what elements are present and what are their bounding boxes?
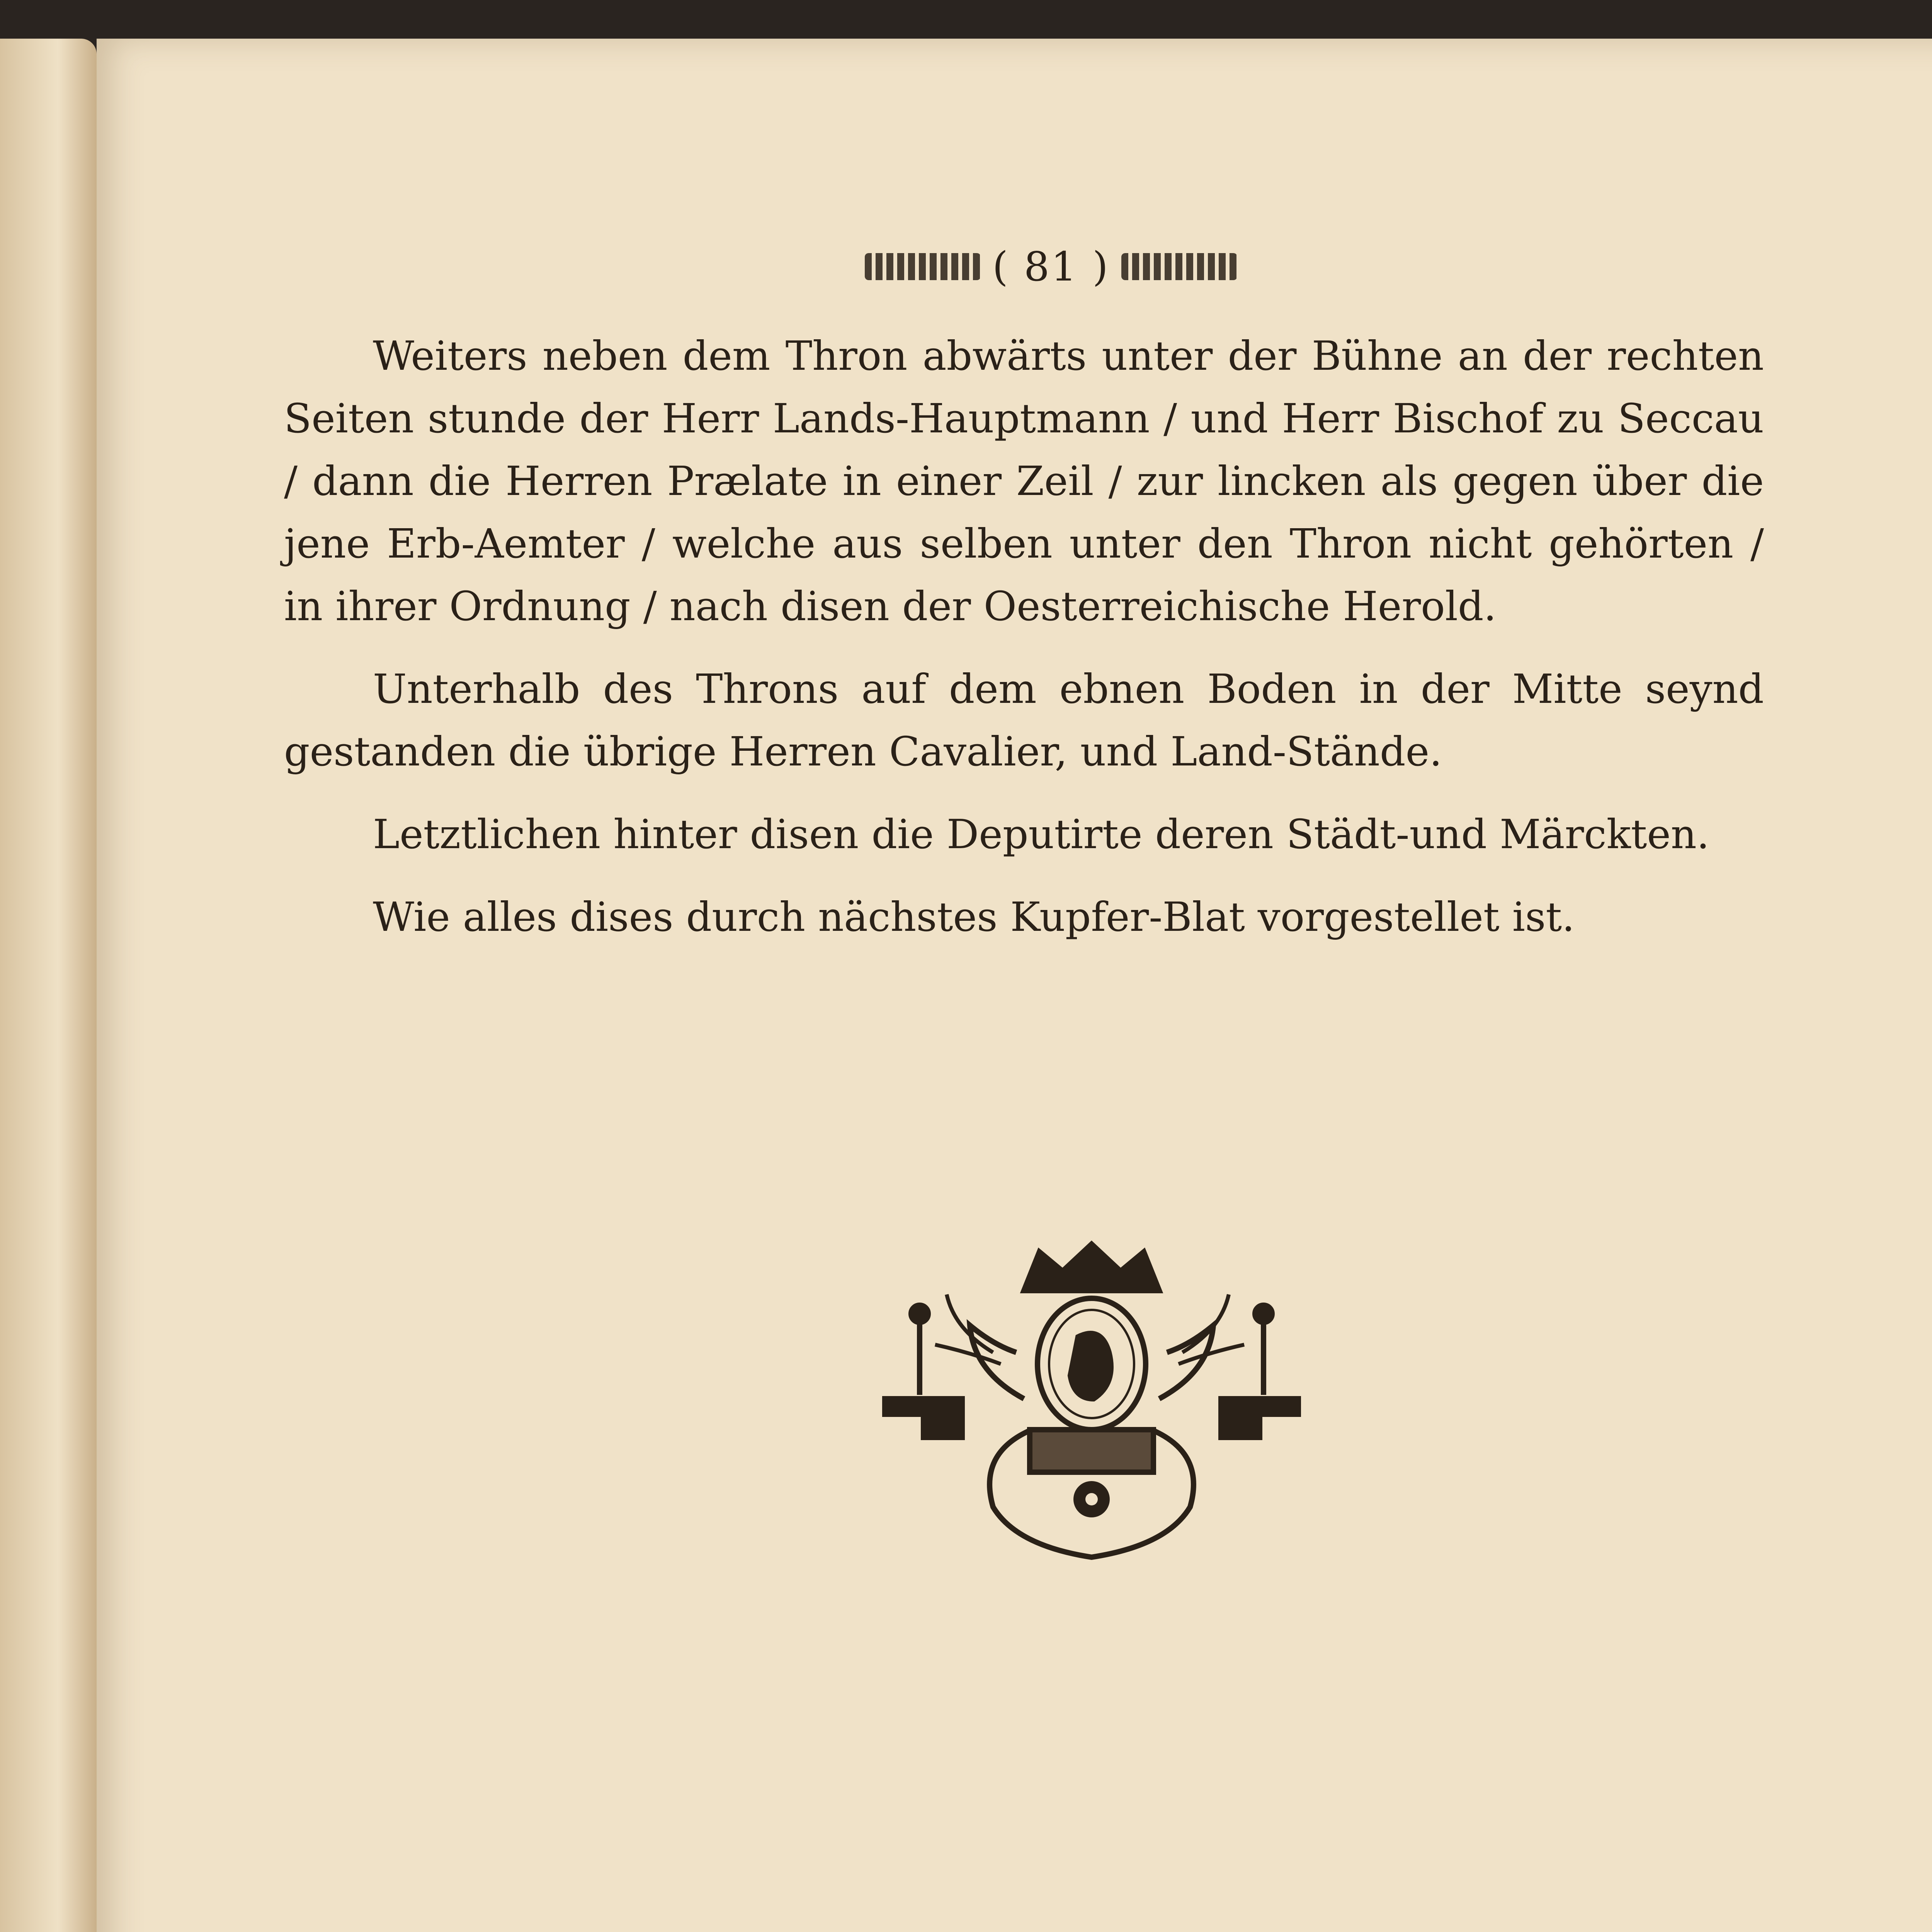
paragraph: Letztlichen hinter disen die Deputirte deren Städt-und Märckten. <box>373 811 1709 858</box>
page-number: ( 81 ) <box>992 243 1110 290</box>
crest-vignette <box>877 1236 1306 1577</box>
left-page-edge <box>0 39 97 1932</box>
page-header <box>819 238 1283 296</box>
paragraph: Weiters neben dem Thron abwärts unter der Bühne an der rechten Seiten stunde der Herr Lands-Hauptmann / und Herr Bischof zu Seccau / dann die Herren Prælate in einer Zeil / zur lincken als gegen über die jene Erb-Aemter / welche aus selben unter den Thron nicht gehörten / in ihrer Ordnung / nach disen der Oesterreichische Herold. <box>284 332 1764 630</box>
paragraph: Wie alles dises durch nächstes Kupfer-Blat vorgestellet ist. <box>373 893 1575 940</box>
book-page <box>97 39 1932 1932</box>
paragraph: Unterhalb des Throns auf dem ebnen Boden in der Mitte seynd gestanden die übrige Herren Cavalier, und Land-Stände. <box>284 665 1764 775</box>
body-text <box>284 325 1764 968</box>
header-ornament-right <box>1121 253 1237 280</box>
header-ornament-left <box>865 253 981 280</box>
